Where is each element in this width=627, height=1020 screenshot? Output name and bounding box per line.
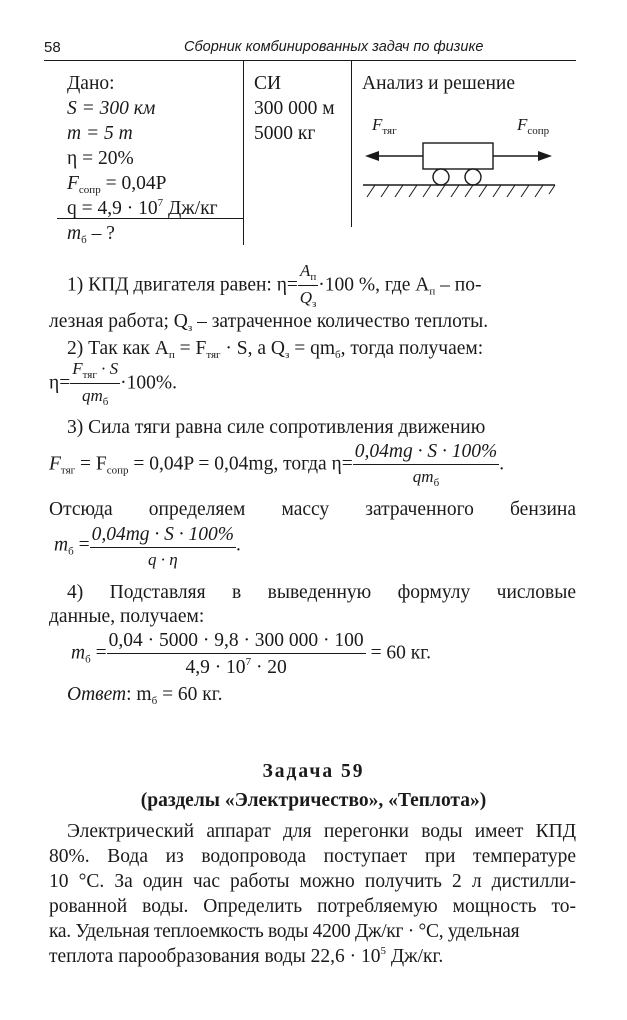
si-distance: 300 000 м xyxy=(254,98,335,119)
step3-line3: Отсюда определяем массу затраченного бензина xyxy=(49,499,576,520)
si-heading: СИ xyxy=(254,73,282,94)
fraction-calculation: $\frac{0,04 \cdot 5000 \cdot 9,8 \cdot 300 000 \cdot 100}{4,9 \cdot 10^7 \cdot 20}$ xyxy=(108,630,364,678)
task-text-line2: 80%. Вода из водопровода поступает при температуре xyxy=(49,846,576,867)
given-heading: Дано: xyxy=(67,73,115,94)
table-divider-2 xyxy=(351,61,352,227)
given-resistance-force: $F_{сопр} = 0,04P$ xyxy=(67,173,167,196)
step3-line1: 3) Сила тяги равна силе сопротивления движению xyxy=(67,417,486,438)
step2-line1: 2) Так как $A_п = F_{тяг} \cdot S$, а $Q_з = qm_б$, тогда получаем: xyxy=(67,338,484,361)
task-text-line6: теплота парообразования воды $22,6 \cdot 10^5$ Дж/кг. xyxy=(49,945,444,967)
cart-body xyxy=(423,143,493,169)
cart-wheel-left xyxy=(433,169,449,185)
step3-line2: $F_{тяг} = F_{сопр} = 0,04P = 0,04mg$, тогда η= $\frac{0,04mg \cdot S \cdot 100\%}{qm_б}$ . xyxy=(49,441,505,489)
cart-diagram xyxy=(355,135,575,205)
step1-line1: 1) КПД двигателя равен: η= $\frac{A_п}{Q_з}$ ·100 %, где $A_п - по-$ xyxy=(67,261,482,310)
given-mass: m = 5 т xyxy=(67,123,133,144)
fraction-efficiency-3: $\frac{0,04mg \cdot S \cdot 100\%}{qm_б}$ xyxy=(354,441,498,489)
given-efficiency: η = 20% xyxy=(67,148,134,169)
fraction-efficiency: $\frac{A_п}{Q_з}$ xyxy=(299,261,317,310)
arrowhead-resistance xyxy=(538,151,552,161)
fraction-efficiency-2: $\frac{F_{тяг} \cdot S}{qm_б}$ xyxy=(72,359,119,408)
header-rule xyxy=(44,60,576,61)
force-label-traction: $F_{тяг}$ xyxy=(372,115,397,137)
ground-hatching xyxy=(367,185,555,197)
step1-line2: лезная работа; $Q_з$ – затраченное количество теплоты. xyxy=(49,311,489,334)
task-text-line1: Электрический аппарат для перегонки воды имеет КПД xyxy=(67,821,576,842)
task-text-line3: 10 °С. За один час работы можно получить 2 л дистилли- xyxy=(49,871,576,892)
task-title: Задача 59 xyxy=(262,761,365,782)
task-subtitle: (разделы «Электричество», «Теплота») xyxy=(140,790,487,811)
force-label-resistance: $F_{сопр}$ xyxy=(517,115,550,137)
given-find: $m_б$ – ? xyxy=(67,223,115,246)
step4-calculation: $m_б$ = $\frac{0,04 \cdot 5000 \cdot 9,8 \cdot 300 000 \cdot 100}{4,9 \cdot 10^7 \cdot 20}$ = 60 кг. xyxy=(71,630,431,678)
given-heat-value: $q = 4,9 \cdot 10^7$ Дж/кг xyxy=(67,197,218,219)
si-mass: 5000 кг xyxy=(254,123,316,144)
table-divider-1 xyxy=(243,61,244,245)
step2-formula: η= $\frac{F_{тяг} \cdot S}{qm_б}$ ·100%. xyxy=(49,359,177,408)
analysis-heading: Анализ и решение xyxy=(362,73,516,94)
arrowhead-traction xyxy=(365,151,379,161)
fraction-mass: $\frac{0,04mg \cdot S \cdot 100\%}{q \cdot \eta}$ xyxy=(91,524,235,569)
step4-line1: 4) Подставляя в выведенную формулу числовые xyxy=(67,582,576,603)
answer: Ответ: $m_б = 60$ кг. xyxy=(67,684,223,707)
step4-line2: данные, получаем: xyxy=(49,606,205,627)
running-title: Сборник комбинированных задач по физике xyxy=(184,39,484,55)
cart-wheel-right xyxy=(465,169,481,185)
task-text-line5: ка. Удельная теплоемкость воды 4200 Дж/кг · °С, удельная xyxy=(49,921,520,942)
task-text-line4: рованной воды. Определить потребляемую мощность то- xyxy=(49,896,576,917)
page-number: 58 xyxy=(44,39,61,56)
step3-mass-formula: $m_б$ = $\frac{0,04mg \cdot S \cdot 100\%}{q \cdot \eta}$ . xyxy=(54,524,241,569)
given-distance: S = 300 км xyxy=(67,98,156,119)
